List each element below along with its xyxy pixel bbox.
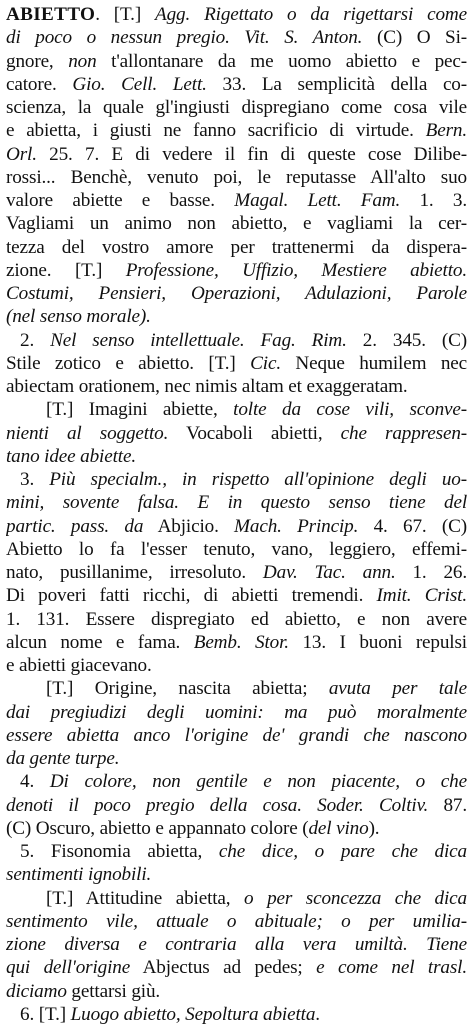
text-segment: 5. Fisonomia abietta,: [20, 841, 219, 862]
text-segment: 25. 7. E di vedere il fin di queste cose Dilibe-: [36, 143, 467, 165]
italic-text: Orl.: [6, 143, 37, 165]
text-segment: 3.: [20, 469, 50, 490]
text-line: [6, 863, 467, 886]
italic-text: Imit. Crist.: [376, 585, 467, 607]
text-segment: rossi... Benchè, venuto poi, le reputasse All'alto suo: [6, 166, 467, 188]
text-segment: [T.] Attitudine abietta,: [46, 887, 245, 909]
italic-text: di poco o nessun pregio. Vit. S. Anton.: [6, 27, 363, 49]
text-line: [6, 770, 467, 793]
italic-text: Agg. Rigettato o da rigettarsi come: [155, 4, 467, 25]
text-line: [6, 422, 467, 445]
text-segment: 1. 3.: [400, 190, 467, 211]
text-segment: ).: [368, 817, 380, 839]
text-line: [6, 329, 467, 352]
text-segment: nato, pusillanime, irresoluto.: [6, 562, 263, 583]
italic-text: non: [68, 50, 97, 72]
italic-text: diciamo: [6, 980, 67, 1002]
text-line: [6, 701, 467, 724]
italic-text: dai pregiudizi degli uomini: ma può moralmente: [6, 701, 467, 723]
text-segment: Abjectus ad pedes;: [130, 957, 317, 979]
italic-text: nienti al soggetto.: [6, 422, 169, 444]
text-line: [6, 445, 467, 468]
text-line: [6, 166, 467, 189]
text-segment: (C) Oscuro, abietto e appannato colore (: [6, 817, 309, 839]
italic-text: mini, sovente falsa. E in questo senso tiene del: [6, 492, 467, 514]
text-line: [6, 305, 467, 328]
headword: ABIETTO: [6, 4, 96, 25]
text-segment: (C) O Si-: [362, 27, 467, 49]
italic-text: Di colore, non gentile e non piacente, o che: [49, 771, 467, 793]
italic-text: qui dell'origine: [6, 957, 131, 979]
italic-text: sentimento vile, attuale o abituale; o per umilia-: [6, 910, 467, 932]
text-segment: Abietto lo fa l'esser tenuto, vano, leggiero, effemi-: [6, 538, 467, 560]
text-line: [6, 468, 467, 491]
text-line: [6, 212, 467, 235]
italic-text: Bemb. Stor.: [193, 631, 289, 653]
text-segment: 13. I buoni repulsi: [288, 631, 467, 653]
text-line: [6, 282, 467, 305]
text-line: [6, 50, 467, 73]
text-line: [6, 1003, 467, 1026]
text-line: [6, 143, 467, 166]
text-line: [6, 840, 467, 863]
text-segment: [T.] Imagini abiette,: [46, 399, 234, 421]
text-segment: 6. [T.]: [20, 1003, 71, 1025]
text-segment: gnore,: [6, 50, 69, 72]
text-line: [6, 584, 467, 607]
text-segment: 4.: [20, 771, 50, 793]
text-line: [6, 608, 467, 631]
text-segment: 2. 345. (C): [346, 329, 467, 351]
text-line: [6, 561, 467, 584]
italic-text: Luogo abietto, Sepoltura abietta: [70, 1003, 316, 1025]
text-segment: scienza, la quale gl'ingiusti dispregiano come cosa vile: [6, 97, 467, 118]
italic-text: avuta per tale: [328, 678, 467, 700]
text-line: [6, 538, 467, 561]
text-segment: e abietti giacevano.: [6, 655, 152, 676]
text-line: [6, 96, 467, 119]
text-line: [6, 933, 467, 956]
italic-text: del vino: [308, 817, 369, 839]
italic-text: da gente turpe.: [6, 748, 120, 769]
text-segment: 33. La semplicità della co-: [206, 73, 467, 95]
text-segment: 87.: [428, 794, 467, 816]
text-line: [6, 654, 467, 677]
text-segment: alcun nome e fama.: [6, 631, 194, 653]
italic-text: essere abietta anco l'origine de' grandi che nascono: [6, 724, 467, 746]
italic-text: Dav. Tac. ann.: [262, 562, 396, 583]
text-line: [6, 631, 467, 654]
text-segment: 2.: [20, 329, 51, 351]
italic-text: che dice, o pare che dica: [218, 841, 467, 862]
italic-text: Professione, Uffizio, Mestiere abietto.: [125, 259, 467, 281]
text-segment: 1. 131. Essere dispregiato ed abietto, e non avere: [6, 608, 467, 630]
text-segment: 4. 67. (C): [358, 515, 467, 537]
italic-text: Nel senso intellettuale. Fag. Rim.: [50, 329, 347, 351]
text-segment: catore.: [6, 73, 73, 95]
dictionary-entry-abietto: [6, 3, 467, 1026]
text-line: [6, 747, 467, 770]
text-line: [6, 910, 467, 933]
text-line: [6, 677, 467, 700]
text-segment: tezza del vostro amore per trattenermi da dispera-: [6, 236, 467, 258]
text-segment: Vocaboli abietti,: [168, 422, 341, 444]
text-line: [6, 817, 467, 840]
text-line: [6, 724, 467, 747]
italic-text: che rappresen-: [340, 422, 467, 444]
text-line: [6, 236, 467, 259]
text-line: [6, 491, 467, 514]
text-line: [6, 189, 467, 212]
italic-text: Costumi, Pensieri, Operazioni, Adulazioni, Parole: [6, 283, 467, 304]
text-line: [6, 73, 467, 96]
text-line: [6, 980, 467, 1003]
italic-text: (nel senso morale).: [6, 306, 151, 328]
text-segment: Vagliami un animo non abietto, e vagliami la cer-: [6, 213, 467, 235]
italic-text: tano idee abiette.: [6, 445, 136, 467]
text-segment: .: [315, 1003, 320, 1025]
text-line: [6, 259, 467, 282]
text-segment: Stile zotico e abietto. [T.]: [6, 352, 251, 374]
text-segment: Abjicio.: [143, 515, 235, 537]
italic-text: tolte da cose vili, sconve-: [233, 399, 467, 421]
text-line: [6, 956, 467, 979]
italic-text: Più specialm., in rispetto all'opinione degli uo-: [49, 469, 467, 490]
text-line: [6, 26, 467, 49]
text-segment: gettarsi giù.: [66, 980, 161, 1002]
italic-text: denoti il poco pregio della cosa. Soder. Coltiv.: [6, 794, 429, 816]
italic-text: Mach. Princip.: [234, 515, 359, 537]
text-line: [6, 3, 467, 26]
italic-text: e come nel trasl.: [316, 957, 467, 979]
italic-text: Cic.: [250, 352, 281, 374]
text-line: [6, 515, 467, 538]
text-segment: valore abiette e basse.: [6, 190, 235, 211]
text-segment: Di poveri fatti ricchi, di abietti tremendi.: [6, 585, 377, 607]
text-segment: zione. [T.]: [6, 259, 126, 281]
text-segment: t'allontanare da me uomo abietto e pec-: [96, 50, 467, 72]
italic-text: zione diversa e contraria alla vera umiltà. Tiene: [6, 934, 467, 955]
text-segment: e abietta, i giusti ne fanno sacrificio di virtude.: [6, 120, 426, 142]
text-line: [6, 398, 467, 421]
text-line: [6, 119, 467, 142]
text-segment: . [T.]: [95, 4, 156, 25]
text-segment: Neque humilem nec: [280, 352, 467, 374]
text-line: [6, 887, 467, 910]
text-line: [6, 352, 467, 375]
text-segment: abiectam orationem, nec nimis altam et exaggeratam.: [6, 376, 408, 397]
italic-text: partic. pass. da: [6, 515, 144, 537]
text-line: [6, 794, 467, 817]
italic-text: o per sconcezza che dica: [244, 887, 467, 909]
italic-text: Bern.: [425, 120, 467, 142]
italic-text: Gio. Cell. Lett.: [72, 73, 207, 95]
text-segment: 1. 26.: [395, 562, 467, 583]
italic-text: Magal. Lett. Fam.: [234, 190, 401, 211]
text-segment: [T.] Origine, nascita abietta;: [46, 678, 329, 700]
text-line: [6, 375, 467, 398]
italic-text: sentimenti ignobili.: [6, 864, 152, 886]
